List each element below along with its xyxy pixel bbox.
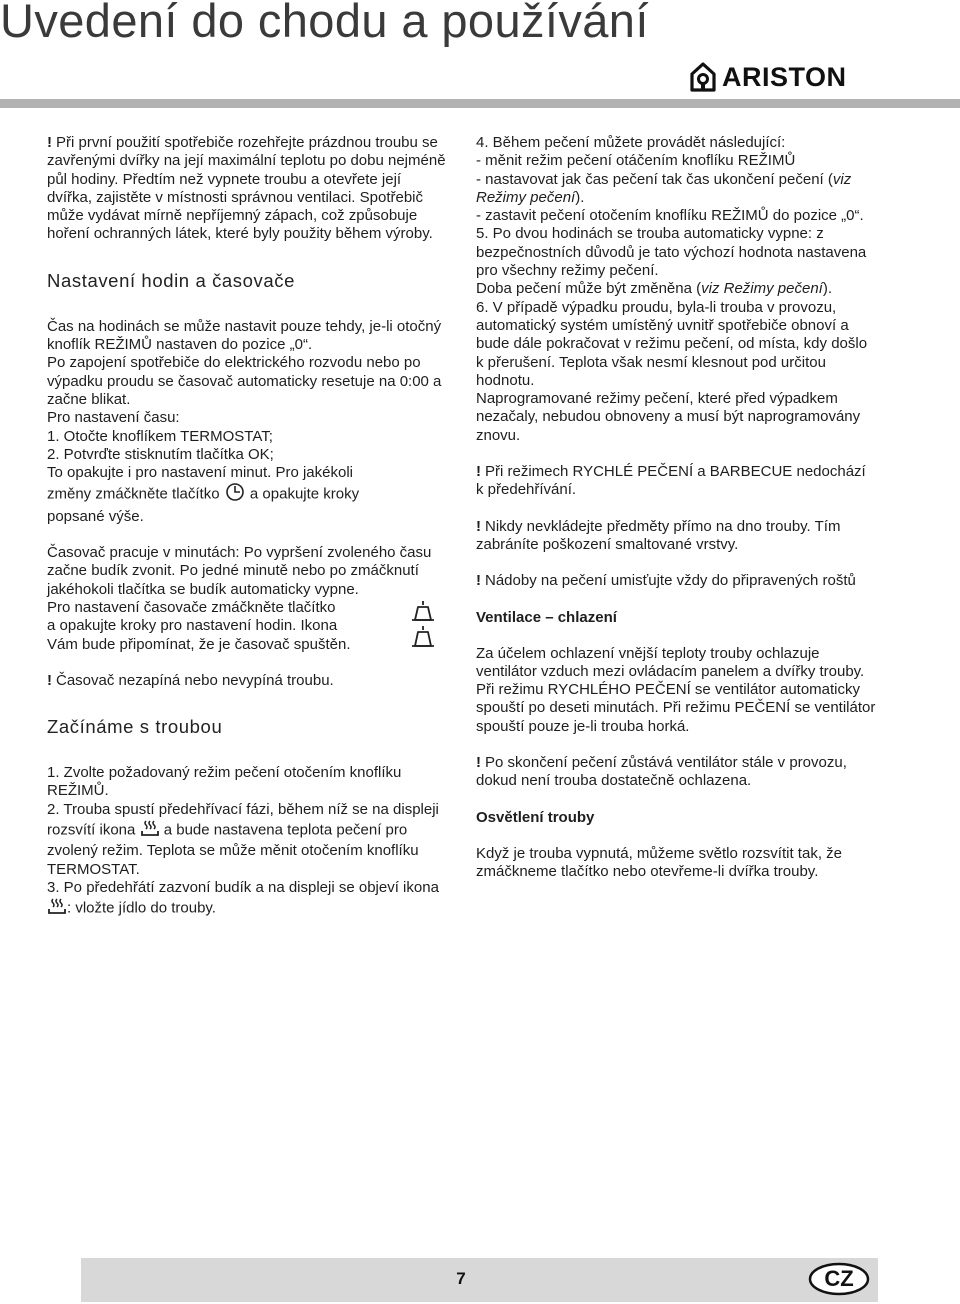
preheat-icon [140, 819, 160, 842]
during-baking-intro: 4. Během pečení můžete provádět následující: [476, 134, 786, 151]
during-baking-item-2-ref: viz Režimy pečení [476, 170, 852, 206]
clock-timer-heading: Nastavení hodin a časovače [47, 269, 296, 291]
power-failure-paragraph-2: Naprogramované režimy pečení, které před výpadkem nezačaly, nebudou obnoveny a musí být naprogramovány znovu. [476, 390, 861, 444]
clock-paragraph-6: To opakujte i pro nastavení minut. Pro jakékoli [47, 464, 353, 482]
auto-off-change-a: Doba pečení může být změněna ( [476, 280, 702, 298]
first-use-text: Při první použití spotřebiče rozehřejte prázdnou troubu se zavřenými dvířky na její maximální teplotu po dobu nejméně půl hodiny. Předtím než vypnete troubu a otevřete její dvířka, zajistěte v místnosti správnou ventilaci. Spotřebič může vydávat mírně nepříjemný zápach, což způsobuje hoření ochranných látek, které byly použity během výroby. [47, 134, 446, 243]
brand-name: ARISTON [722, 62, 847, 92]
note-racks [476, 572, 876, 590]
clock-paragraph-7-b: a opakujte kroky [249, 486, 360, 504]
ventilation-note-text: Po skončení pečení zůstává ventilátor stále v provozu, dokud není trouba dostatečně ochlazena. [476, 754, 847, 790]
clock-paragraph-8: popsané výše. [47, 507, 144, 525]
during-baking-item-2-b: ). [575, 188, 585, 206]
auto-off-change [476, 280, 876, 298]
auto-off-change-ref: viz Režimy pečení [701, 280, 823, 298]
left-column [47, 134, 447, 921]
warning-mark: ! [476, 463, 481, 481]
bell-icon [403, 598, 443, 652]
brand-logo [690, 60, 876, 94]
lighting-heading: Osvětlení trouby [476, 808, 595, 826]
ventilation-heading: Ventilace – chlazení [476, 608, 617, 626]
during-baking-item-2-a: - nastavovat jak čas pečení tak čas ukončení pečení ( [476, 170, 833, 188]
page-title: Uvedení do chodu a používání [0, 0, 649, 47]
warning-mark: ! [476, 754, 481, 772]
ventilation-paragraph: Za účelem ochlazení vnější teploty trouby ochlazuje ventilátor vzduch mezi ovládacím panelem a dvířky trouby. Při režimu RYCHLÉHO PEČENÍ se ventilátor automaticky spouští po deseti minutách. Při režimu PEČENÍ se ventilátor spouští pouze je-li trouba horká. [476, 644, 876, 735]
clock-step-2: 2. Potvrďte stisknutím tlačítka OK; [47, 445, 274, 463]
ventilation-note [476, 754, 876, 791]
start-step-3 [47, 879, 447, 921]
warning-mark: ! [47, 134, 52, 151]
note-bottom-text: Nikdy nevkládejte předměty přímo na dno trouby. Tím zabráníte poškození smaltované vrstvy. [476, 517, 841, 553]
note-fast-baking [476, 463, 876, 500]
getting-started-heading: Začínáme s troubou [47, 716, 223, 738]
clock-step-1: 1. Otočte knoflíkem TERMOSTAT; [47, 427, 273, 445]
start-step-2-b: a bude nastavena teplota pečení pro zvolený režim. Teplota se může měnit otočením knoflíku TERMOSTAT. [47, 821, 419, 878]
clock-paragraph-3: Pro nastavení času: [47, 409, 180, 427]
auto-off-change-b: ). [822, 280, 833, 298]
timer-paragraph-2: Pro nastavení časovače zmáčkněte tlačítko [47, 598, 336, 616]
clock-paragraph-1: Čas na hodinách se může nastavit pouze tehdy, je-li otočný knoflík REŽIMŮ nastaven do pozice „0“. [47, 317, 442, 354]
start-step-2 [47, 801, 447, 879]
during-baking-item-3: - zastavit pečení otočením knoflíku REŽIMŮ do pozice „0“. [476, 207, 864, 225]
language-code: CZ [824, 1266, 854, 1291]
language-badge [808, 1262, 870, 1296]
start-step-1: 1. Zvolte požadovaný režim pečení otočením knoflíku REŽIMŮ. [47, 764, 402, 800]
timer-paragraph-4: Vám bude připomínat, že je časovač spuštěn. [47, 635, 351, 653]
footer-bar [81, 1258, 878, 1302]
first-use-paragraph [47, 134, 447, 244]
note-fast-baking-text: Při režimech RYCHLÉ PEČENÍ a BARBECUE nedochází k předehřívání. [476, 463, 866, 499]
start-step-2-a: 2. Trouba spustí předehřívací fázi, během níž se na displeji rozsvítí ikona [47, 800, 439, 839]
start-step-3-b: : vložte jídlo do trouby. [67, 899, 216, 917]
timer-note-text: Časovač nezapíná nebo nevypíná troubu. [56, 671, 334, 689]
during-baking-item-2 [476, 171, 876, 208]
right-column [476, 134, 876, 881]
warning-mark: ! [476, 572, 481, 590]
during-baking-item-1: - měnit režim pečení otáčením knoflíku REŽIMŮ [476, 152, 796, 170]
auto-off-paragraph: 5. Po dvou hodinách se trouba automaticky vypne: z bezpečnostních důvodů je tato výchozí hodnota nastavena pro všechny režimy pečení. [476, 225, 867, 280]
timer-paragraph-3: a opakujte kroky pro nastavení hodin. Ikona [47, 617, 338, 635]
clock-paragraph-7 [47, 482, 447, 507]
start-step-3-a: 3. Po předehřátí zazvoní budík a na displeji se objeví ikona [47, 878, 439, 896]
page-number: 7 [456, 1269, 466, 1288]
header-divider [0, 99, 960, 108]
note-bottom [476, 518, 876, 555]
warning-mark: ! [47, 671, 52, 689]
clock-paragraph-7-a: změny zmáčkněte tlačítko [47, 486, 220, 504]
timer-block [47, 544, 447, 654]
timer-paragraph-1: Časovač pracuje v minutách: Po vypršení zvoleného času začne budík zvonit. Po jedné minutě nebo po zmáčknutí jakéhokoli tlačítka se budík automaticky vypne. [47, 544, 432, 598]
ready-icon [47, 897, 67, 920]
clock-paragraph-2: Po zapojení spotřebiče do elektrického rozvodu nebo po výpadku proudu se časovač automaticky resetuje na 0:00 a začne blikat. [47, 354, 442, 408]
house-logo-icon [690, 62, 716, 92]
lighting-paragraph: Když je trouba vypnutá, můžeme světlo rozsvítit tak, že zmáčkneme tlačítko nebo otevřeme-li dvířka trouby. [476, 844, 842, 880]
note-racks-text: Nádoby na pečení umisťujte vždy do připravených roštů [485, 572, 856, 590]
warning-mark: ! [476, 517, 481, 535]
clock-icon [224, 482, 246, 507]
timer-note [47, 672, 447, 690]
power-failure-paragraph: 6. V případě výpadku proudu, byla-li trouba v provozu, automatický systém umístěný uvnitř spotřebiče obnoví a bude dále pokračovat v režimu pečení, od místa, kdy došlo k přerušení. Teplota však nesmí klesnout pod určitou hodnotu. [476, 298, 868, 389]
